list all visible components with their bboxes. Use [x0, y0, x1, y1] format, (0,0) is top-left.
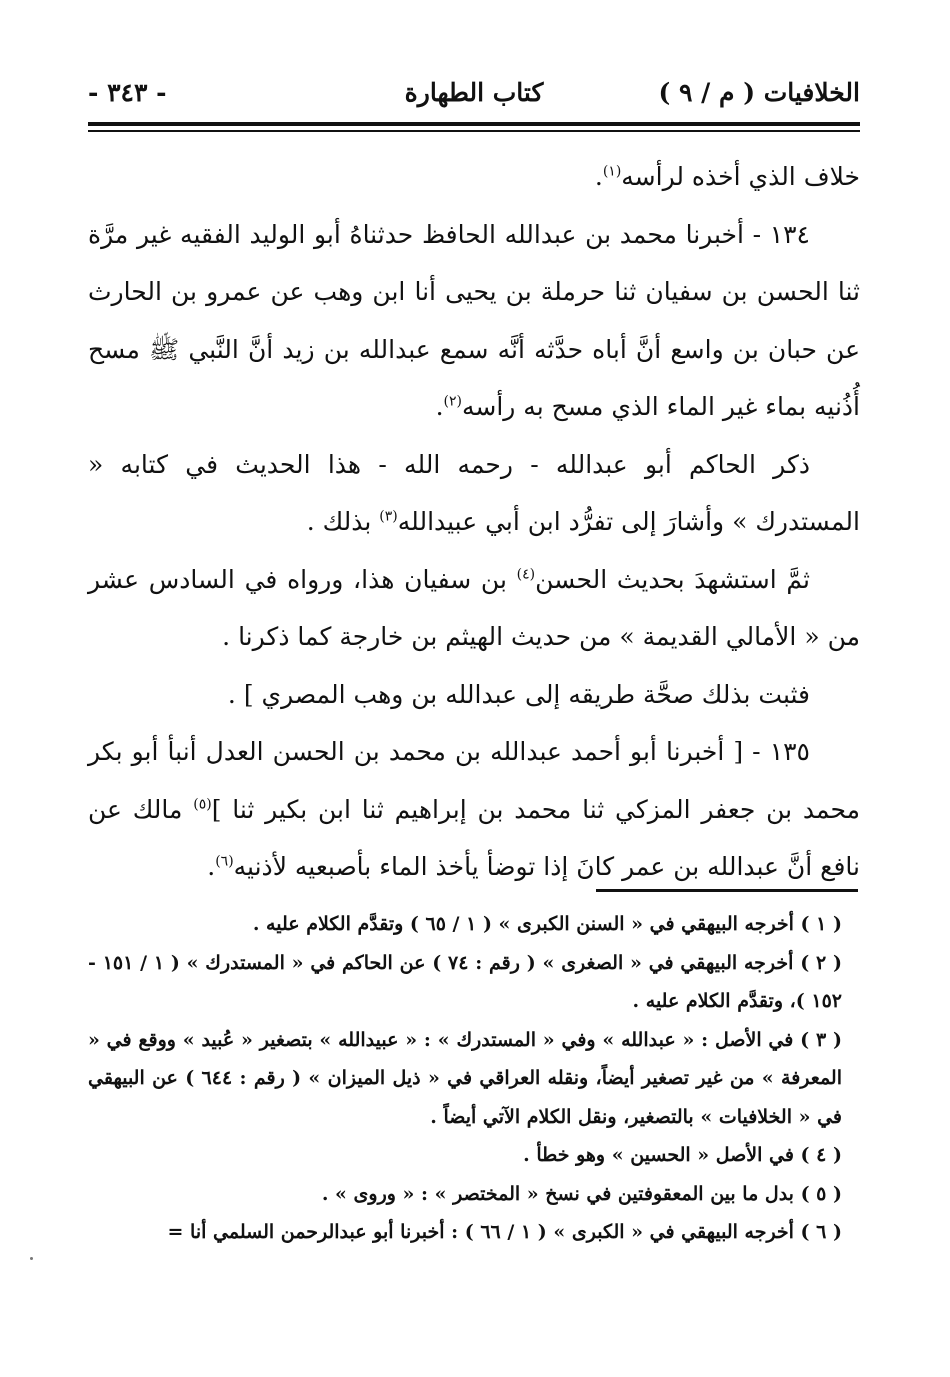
- footnote-ref-4[interactable]: (٤): [516, 566, 536, 583]
- footnote-2: ( ٢ ) أخرجه البيهقي في « الصغرى » ( رقم : ٧٤ ) عن الحاكم في « المستدرك » ( ١ / ١٥١ - ١٥٢ )، وتقدَّم الكلام عليه .: [88, 951, 842, 1012]
- page-header: [88, 70, 860, 120]
- hadith-134: ١٣٤ - أخبرنا محمد بن عبدالله الحافظ حدثناهُ أبو الوليد الفقيه غير مرَّة ثنا الحسن بن سفيان ثنا حرملة بن يحيى أنا ابن وهب عن عمرو بن الحارث عن حبان بن واسع أنَّ أباه حدَّثه أنَّه سمع عبدالله بن زيد أنَّ النَّبي ﷺ مسح أُذُنيه بماء غير الماء الذي مسح به رأسه$^{(٢)}$.: [88, 219, 860, 421]
- footnote-ref-2[interactable]: (٢): [443, 393, 462, 410]
- chapter-title: كتاب الطهارة: [404, 78, 544, 107]
- footnote-ref-5[interactable]: (٥): [193, 796, 212, 813]
- hadith-135: ١٣٥ - [ أخبرنا أبو أحمد عبدالله بن محمد بن الحسن العدل أنبأ أبو بكر محمد بن جعفر المزكي ثنا محمد بن إبراهيم ثنا ابن بكير ثنا ]$^{(٥)}$ مالك عن نافع أنَّ عبدالله بن عمر كانَ إذا توضأ يأخذ الماء بأصبعيه لأذنيه$^{(٦)}$.: [88, 737, 860, 881]
- footnote-separator: [596, 889, 858, 892]
- footnote-1: ( ١ ) أخرجه البيهقي في « السنن الكبرى » ( ١ / ٦٥ ) وتقدَّم الكلام عليه .: [252, 913, 842, 935]
- paragraph-thabata: فثبت بذلك صحَّة طريقه إلى عبدالله بن وهب المصري ] .: [227, 679, 810, 709]
- footnote-ref-1[interactable]: (١): [602, 163, 622, 180]
- page-number: - ٣٤٣ -: [88, 78, 167, 107]
- scan-speck: [30, 1257, 33, 1260]
- footnotes: [88, 905, 860, 1252]
- footnote-6: ( ٦ ) أخرجه البيهقي في « الكبرى » ( ١ / ٦٦ ) : أخبرنا أبو عبدالرحمن السلمي أنا =: [167, 1221, 842, 1243]
- footnote-4: ( ٤ ) في الأصل « الحسين » وهو خطأ .: [523, 1144, 842, 1166]
- paragraph-1: خلاف الذي أخذه لرأسه$^{(١)}$.: [594, 162, 860, 191]
- header-rule-thick: [88, 122, 860, 126]
- paragraph-istishhad: ثمَّ استشهدَ بحديث الحسن$^{(٤)}$ بن سفيان هذا، ورواه في السادس عشر من « الأمالي القديمة » من حديث الهيثم بن خارجة كما ذكرنا .: [88, 564, 860, 651]
- running-title: الخلافيات ( م / ٩ ): [658, 78, 860, 107]
- paragraph-hakim: ذكر الحاكم أبو عبدالله - رحمه الله - هذا الحديث في كتابه « المستدرك » وأشارَ إلى تفرُّد ابن أبي عبيدالله$^{(٣)}$ بذلك .: [88, 449, 860, 536]
- main-text: [88, 148, 860, 896]
- header-rule-thin: [88, 130, 860, 132]
- footnote-ref-6[interactable]: (٦): [215, 853, 234, 870]
- footnote-3: ( ٣ ) في الأصل : « عبدالله » وفي « المستدرك » : « عبيدالله » بتصغير « عُبيد » ووقع في « المعرفة » من غير تصغير أيضاً، ونقله العراقي في « ذيل الميزان » ( رقم : ٦٤٤ ) عن البيهقي في « الخلافيات » بالتصغير، ونقل الكلام الآتي أيضاً .: [88, 1028, 842, 1128]
- footnote-5: ( ٥ ) بدل ما بين المعقوفتين في نسخ « المختصر » : « وروى » .: [321, 1182, 842, 1205]
- footnote-ref-3[interactable]: (٣): [379, 508, 398, 525]
